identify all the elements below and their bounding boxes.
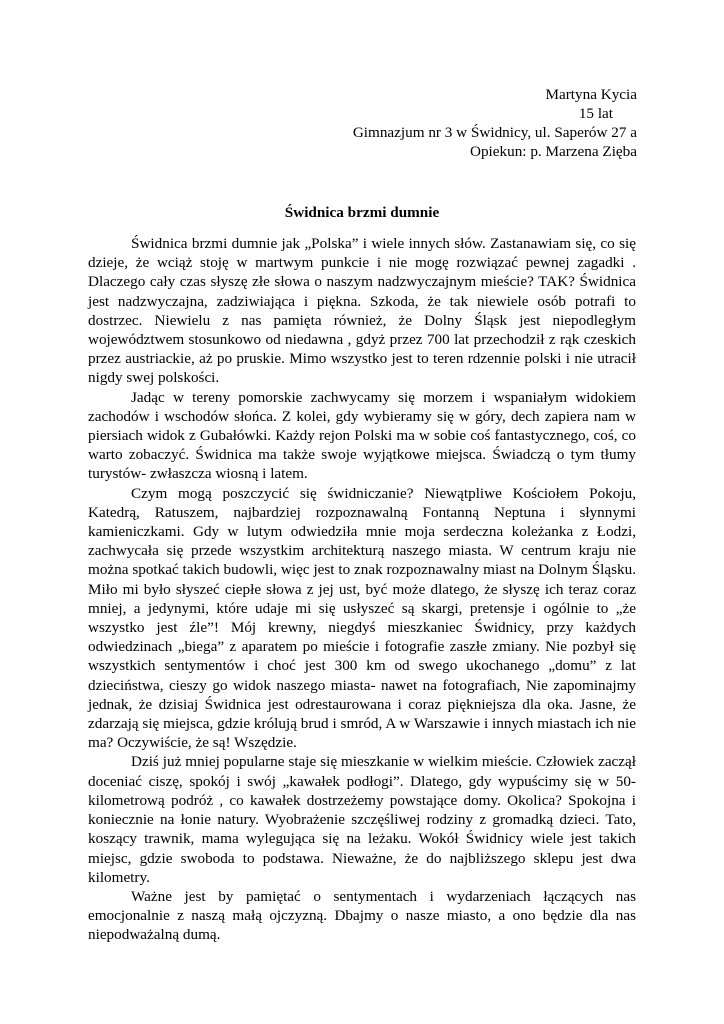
author-header — [353, 85, 637, 161]
paragraph: Dziś już mniej popularne staje się mieszkanie w wielkim mieście. Człowiek zaczął doceniać ciszę, spokój i swój „kawałek podłogi”. Dlatego, gdy wypuścimy się w 50-kilometrową podróż , co kawałek dostrzeżemy powstające domy. Okolica? Spokojna i koniecznie na łonie natury. Wyobrażenie szczęśliwej rodziny z gromadką dzieci. Tato, koszący trawnik, mama wylegująca się na leżaku. Wokół Świdnicy wiele jest takich miejsc, gdzie swoboda to podstawa. Nieważne, że do najbliższego sklepu jest dwa kilometry. — [88, 753, 636, 886]
author-name: Martyna Kycia — [545, 86, 637, 103]
tutor-name: Opiekun: p. Marzena Zięba — [470, 143, 637, 160]
school-address: Gimnazjum nr 3 w Świdnicy, ul. Saperów 27 a — [352, 124, 637, 141]
paragraph: Ważne jest by pamiętać o sentymentach i wydarzeniach łączących nas emocjonalnie z naszą małą ojczyzną. Dbajmy o nasze miasto, a ono będzie dla nas niepodważalną dumą. — [88, 887, 636, 944]
paragraph: Czym mogą poszczycić się świdniczanie? Niewątpliwe Kościołem Pokoju, Katedrą, Ratuszem, najbardziej rozpoznawalną Fontanną Neptuna i słynnymi kamieniczkami. Gdy w lutym odwiedziła mnie moja serdeczna koleżanka z Łodzi, zachwycała się przede wszystkim architekturą naszego miasta. W centrum kraju nie można spotkać takich budowli, więc jest to znak rozpoznawalny miast na Dolnym Śląsku. Miło mi było słyszeć ciepłe słowa z jej ust, być może dlatego, że słyszę ich teraz coraz mniej, a jedynymi, które udaje mi się usłyszeć są skargi, pretensje i ogólnie to „że wszystko jest źle”! Mój krewny, niegdyś mieszkaniec Świdnicy, przy każdych odwiedzinach „biega” z aparatem po mieście i fotografie zaszłe zmiany. Nie pozbył się wszystkich sentymentów i choć jest 300 km od swego ukochanego „domu” z lat dzieciństwa, cieszy go widok naszego miasta- nawet na fotografiach, Nie zapominajmy jednak, że dzisiaj Świdnica jest odrestaurowana i coraz piękniejsza dla oka. Jasne, że zdarzają się miejsca, gdzie królują brud i smród, A w Warszawie i innych miastach ich nie ma? Oczywiście, że są! Wszędzie. — [88, 484, 636, 752]
paragraph: Jadąc w tereny pomorskie zachwycamy się morzem i wspaniałym widokiem zachodów i wschodów słońca. Z kolei, gdy wybieramy się w góry, dech zapiera nam w piersiach widok z Gubałówki. Każdy rejon Polski ma w sobie coś fantastycznego, coś, co warto zobaczyć. Świdnica ma także swoje wyjątkowe miejsca. Świadczą o tym tłumy turystów- zwłaszcza wiosną i latem. — [88, 388, 636, 483]
paragraph: Świdnica brzmi dumnie jak „Polska” i wiele innych słów. Zastanawiam się, co się dzieje, że wciąż stoję w martwym punkcie i nie mogę rozwiązać pewnej zagadki . Dlaczego cały czas słyszę złe słowa o naszym nadzwyczajnym mieście? TAK? Świdnica jest nadzwyczajna, zadziwiająca i piękna. Szkoda, że tak niewiele osób potrafi to dostrzec. Niewielu z nas pamięta również, że Dolny Śląsk jest niepodległym województwem stosunkowo od niedawna , gdyż przez 700 lat przechodził z rąk czeskich przez austriackie, aż po pruskie. Mimo wszystko jest to teren rdzennie polski i nie utracił nigdy swej polskości. — [88, 235, 636, 387]
author-age: 15 lat — [578, 105, 613, 122]
essay-body — [88, 234, 636, 945]
document-title: Świdnica brzmi dumnie — [284, 204, 440, 221]
